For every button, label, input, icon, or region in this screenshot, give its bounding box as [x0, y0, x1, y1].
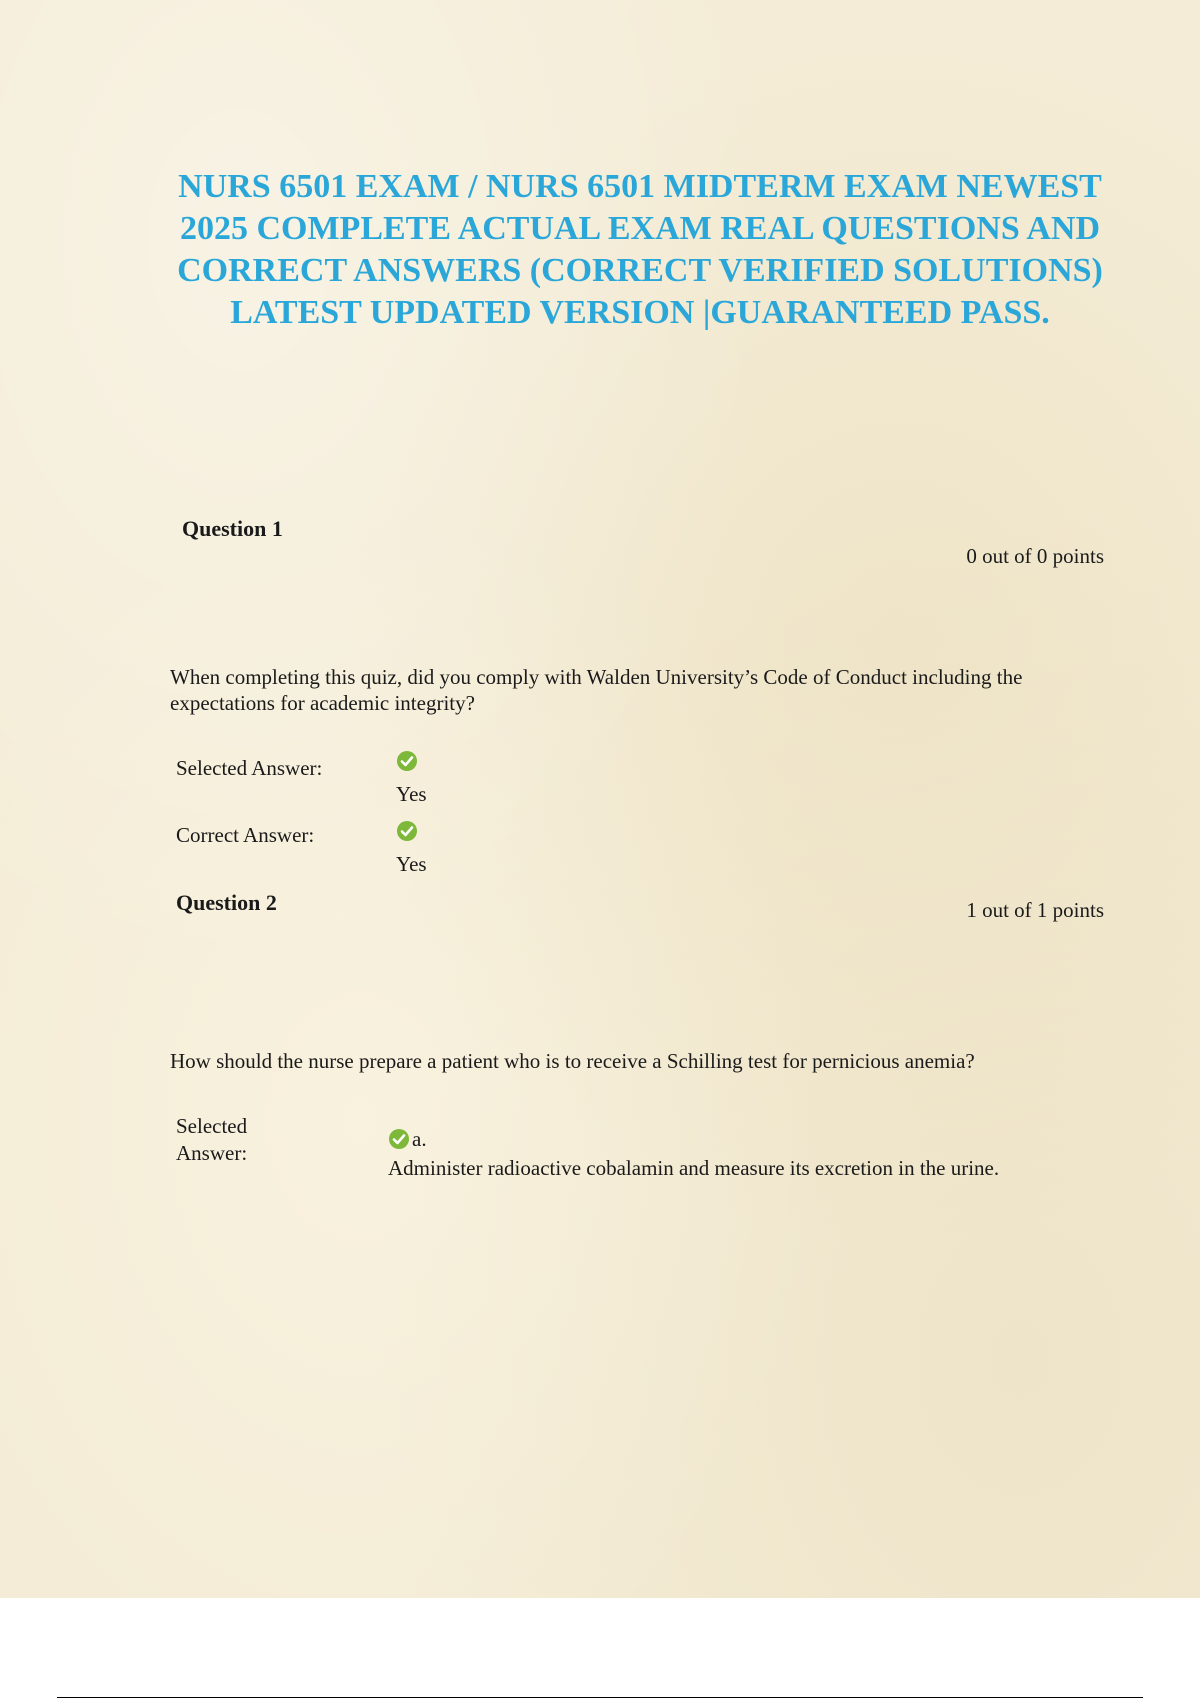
- question-2-text: How should the nurse prepare a patient who is to receive a Schilling test for pernicious anemia?: [170, 1049, 975, 1073]
- check-circle-icon: [396, 820, 418, 844]
- question-1-text: When completing this quiz, did you comply with Walden University’s Code of Conduct including the expectations for academic integrity?: [170, 665, 1023, 715]
- question-2-selected-option: a.: [412, 1127, 427, 1151]
- question-1-selected-label: Selected Answer:: [176, 756, 323, 780]
- document-title: NURS 6501 EXAM / NURS 6501 MIDTERM EXAM NEWEST 2025 COMPLETE ACTUAL EXAM REAL QUESTIONS AND CORRECT ANSWERS (CORRECT VERIFIED SOLUTIONS) LATEST UPDATED VERSION |GUARANTEED PASS.: [177, 168, 1103, 331]
- question-1-correct-label: Correct Answer:: [176, 823, 315, 847]
- question-2-heading: Question 2: [176, 890, 277, 915]
- check-circle-icon: [396, 750, 418, 774]
- question-1-heading: Question 1: [182, 516, 283, 541]
- question-2-selected-label-line1: Selected: [176, 1114, 248, 1138]
- question-1-correct-value: Yes: [396, 852, 427, 876]
- question-2-selected-value: Administer radioactive cobalamin and measure its excretion in the urine.: [388, 1156, 1000, 1180]
- footer-rule: [57, 1697, 1143, 1698]
- question-2-selected-label-line2: Answer:: [176, 1141, 248, 1165]
- question-2-points: 1 out of 1 points: [966, 898, 1104, 922]
- question-1-points: 0 out of 0 points: [966, 544, 1104, 568]
- check-circle-icon: [388, 1128, 410, 1152]
- question-1-selected-value: Yes: [396, 782, 427, 806]
